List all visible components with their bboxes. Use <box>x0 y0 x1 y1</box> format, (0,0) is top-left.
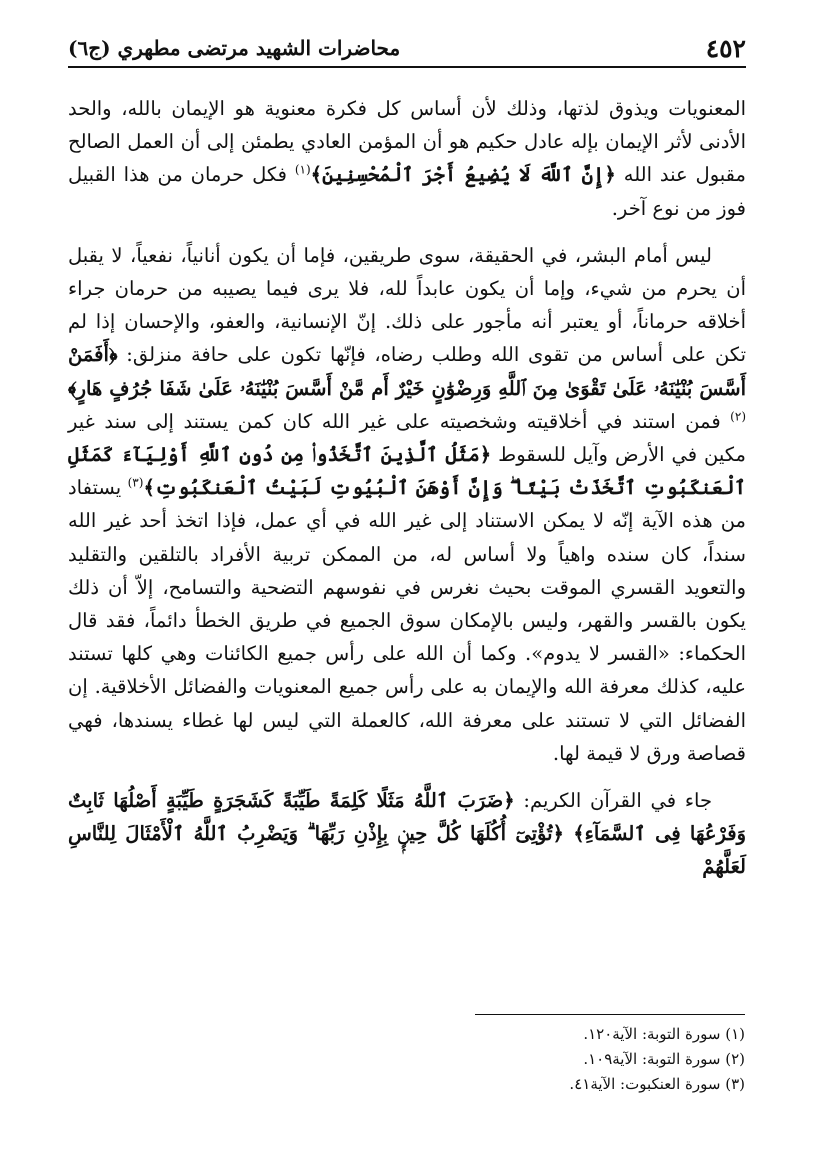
quran-verse: ﴿أَفَمَنْ أَسَّسَ بُنْيَٰنَهُۥ عَلَىٰ تَقْوَىٰ مِنَ ٱللَّهِ وَرِضْوَٰنٍ خَيْرٌ أَم مَّنْ أَسَّسَ بُنْيَٰنَهُۥ عَلَىٰ شَفَا جُرُفٍ هَارٍ﴾ <box>68 343 746 400</box>
running-title: محاضرات الشهيد مرتضى مطهري (ج٦) <box>68 36 401 60</box>
paragraph-text: فمن استند في أخلاقيته وشخصيته على غير الله كان كمن يستند إلى سند غير مكين في الأرض وآيل للسقوط <box>68 409 746 467</box>
paragraph-1 <box>68 92 746 225</box>
paragraph-text: المعنويات ويذوق لذتها، وذلك لأن أساس كل فكرة معنوية هو الإيمان بالله، والحد الأدنى لأثر الإيمان بإله عادل حكيم هو أن المؤمن العادي يطمئن إلى أن العمل الصالح مقبول عند الله <box>68 97 746 187</box>
page-number: ٤٥٢ <box>705 33 746 63</box>
body-text <box>68 92 746 898</box>
footnote-item: (١) سورة التوبة: الآية١٢٠. <box>583 1025 745 1043</box>
footnote-reference: (٢) <box>730 409 746 424</box>
footnote-item: (٣) سورة العنكبوت: الآية٤١. <box>569 1075 745 1093</box>
quran-verse: ﴿ضَرَبَ ٱللَّهُ مَثَلًا كَلِمَةً طَيِّبَةً كَشَجَرَةٍ طَيِّبَةٍ أَصْلُهَا ثَابِتٌ وَفَرْعُهَا فِى ٱلسَّمَآءِ﴾ ﴿تُؤْتِىٓ أُكُلَهَا كُلَّ حِينٍۭ بِإِذْنِ رَبِّهَا ۗ وَيَضْرِبُ ٱللَّهُ ٱلْأَمْثَالَ لِلنَّاسِ لَعَلَّهُمْ <box>68 789 746 879</box>
quran-verse: ﴿إِنَّ ٱللَّهَ لَا يُضِيعُ أَجْرَ ٱلْمُحْسِنِينَ﴾ <box>310 163 616 187</box>
page-header <box>68 30 746 68</box>
footnote-separator <box>475 1014 745 1015</box>
paragraph-text: جاء في القرآن الكريم: <box>514 789 712 813</box>
paragraph-text: ليس أمام البشر، في الحقيقة، سوى طريقين، فإما أن يكون أنانياً، نفعياً، لا يقبل أن يحرم من شيء، وإما أن يكون عابداً لله، فلا يرى فيما يصيبه من حرمان جراء أخلاقه حرماناً، أو يعتبر أنه مأجور على ذلك. إنّ الإنسانية، والعفو، والإحسان إذا لم تكن على أساس من تقوى الله وطلب رضاه، فإنّها تكون على حافة منزلق: <box>68 243 746 367</box>
paragraph-text: فكل حرمان من هذا القبيل فوز من نوع آخر. <box>68 163 746 220</box>
paragraph-text: يستفاد من هذه الآية إنّه لا يمكن الاستناد إلى غير الله في أي عمل، فإذا اتخذ أحد غير الله سنداً، كان سنده واهياً ولا أساس له، من الممكن تربية الأفراد بالتلقين والتقليد والتعويد القسري الموقت بحيث نغرس في نفوسهم التضحية والتسامح، إلاّ أن ذلك يكون بالقسر والقهر، وليس بالإمكان سوق الجميع في طريق الخطأ دائماً، فقد قال الحكماء: «القسر لا يدوم». وكما أن الله على رأس جميع الكائنات وهي كلها تستند عليه، كذلك معرفة الله والإيمان به على رأس جميع المعنويات والفضائل الأخلاقية. إن الفضائل التي لا تستند على معرفة الله، كالعملة التي ليس لها غطاء يسندها، فهي قصاصة ورق لا قيمة لها. <box>68 476 746 765</box>
footnotes <box>345 1022 745 1097</box>
quran-verse: ﴿مَثَلُ ٱلَّذِينَ ٱتَّخَذُوا۟ مِن دُونِ ٱللَّهِ أَوْلِيَآءَ كَمَثَلِ ٱلْعَنكَبُوتِ ٱتَّخَذَتْ بَيْتًا ۖ وَإِنَّ أَوْهَنَ ٱلْبُيُوتِ لَبَيْتُ ٱلْعَنكَبُوتِ﴾ <box>68 443 746 500</box>
paragraph-2 <box>68 239 746 770</box>
footnote-item: (٢) سورة التوبة: الآية١٠٩. <box>583 1050 745 1068</box>
paragraph-3 <box>68 784 746 884</box>
footnote-reference: (٣) <box>127 475 144 490</box>
footnote-reference: (١) <box>294 162 311 177</box>
